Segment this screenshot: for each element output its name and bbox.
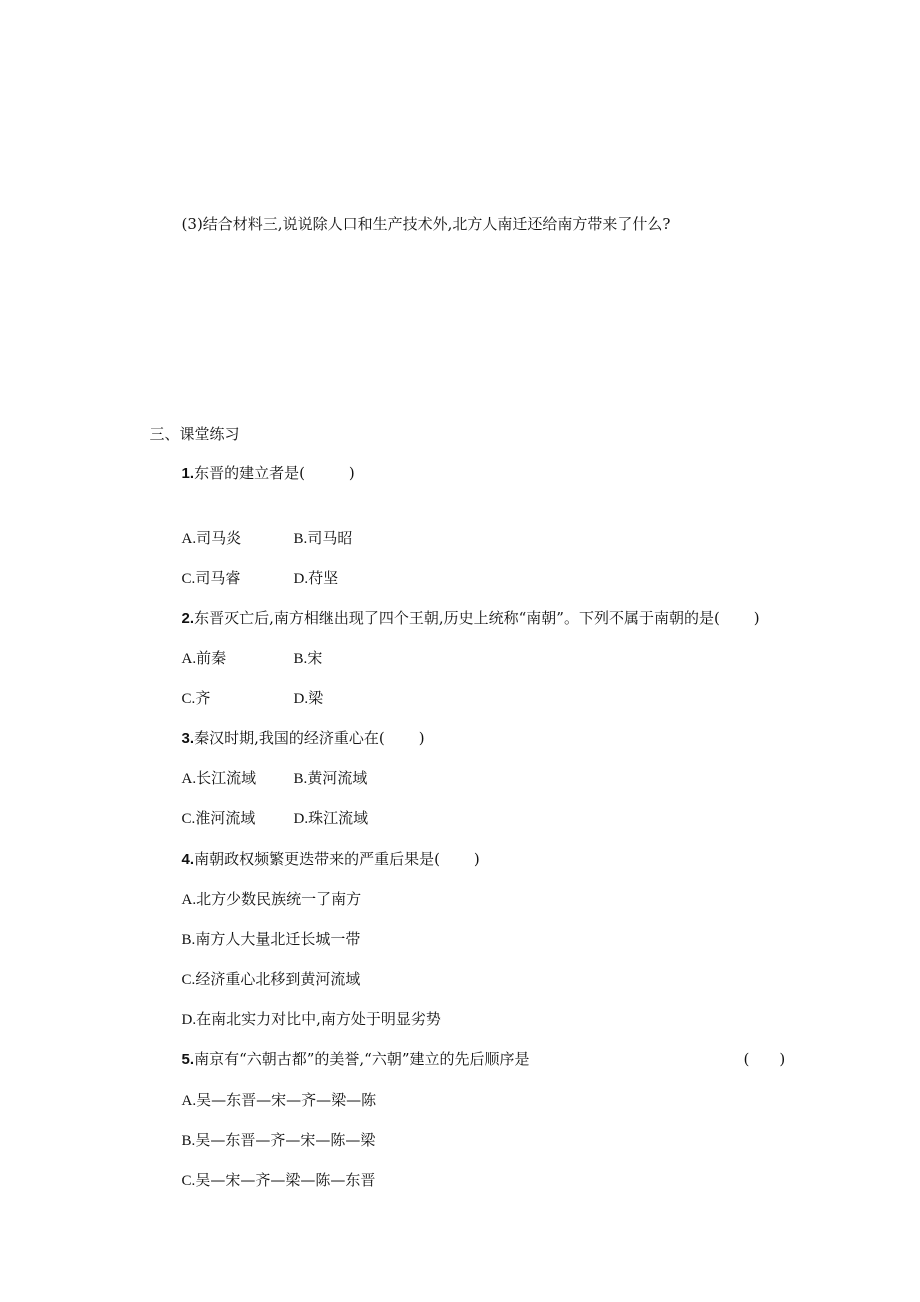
question-4-option-a: A.北方少数民族统一了南方 [181,890,362,908]
sub-question-3-text: (3)结合材料三,说说除人口和生产技术外,北方人南迁还给南方带来了什么? [181,215,671,233]
question-1-option-a: A.司马炎 [181,529,242,547]
question-4-stem: 4.南朝政权频繁更迭带来的严重后果是( ) [181,850,480,868]
question-1-option-d: D.苻坚 [293,569,339,587]
question-3-stem: 3.秦汉时期,我国的经济重心在( ) [181,729,425,747]
question-2-option-c: C.齐 [181,689,211,707]
question-4-option-c: C.经济重心北移到黄河流域 [181,970,361,988]
question-2-option-a: A.前秦 [181,649,227,667]
question-1-stem: 1.东晋的建立者是( ) [181,464,355,482]
question-5-option-c: C.吴—宋—齐—梁—陈—东晋 [181,1171,376,1189]
question-2-option-d: D.梁 [293,689,324,707]
question-3-option-d: D.珠江流域 [293,809,369,827]
question-5-option-a: A.吴—东晋—宋—齐—梁—陈 [181,1091,377,1109]
section-title: 三、课堂练习 [149,425,240,443]
question-1-option-c: C.司马睿 [181,569,241,587]
question-3-option-b: B.黄河流域 [293,769,368,787]
question-2-option-b: B.宋 [293,649,323,667]
question-4-option-d: D.在南北实力对比中,南方处于明显劣势 [181,1010,441,1028]
question-3-option-c: C.淮河流域 [181,809,256,827]
question-5-option-b: B.吴—东晋—齐—宋—陈—梁 [181,1131,376,1149]
question-1-option-b: B.司马昭 [293,529,353,547]
sub-question-3 [172,194,670,234]
question-5-stem: 5.南京有“六朝古都”的美誉,“六朝”建立的先后顺序是 [181,1050,530,1068]
question-2-stem: 2.东晋灭亡后,南方相继出现了四个王朝,历史上统称“南朝”。下列不属于南朝的是( ) [181,609,760,627]
question-4-option-b: B.南方人大量北迁长城一带 [181,930,361,948]
question-5-answer-blank: ( ) [743,1050,786,1068]
question-3-option-a: A.长江流域 [181,769,257,787]
